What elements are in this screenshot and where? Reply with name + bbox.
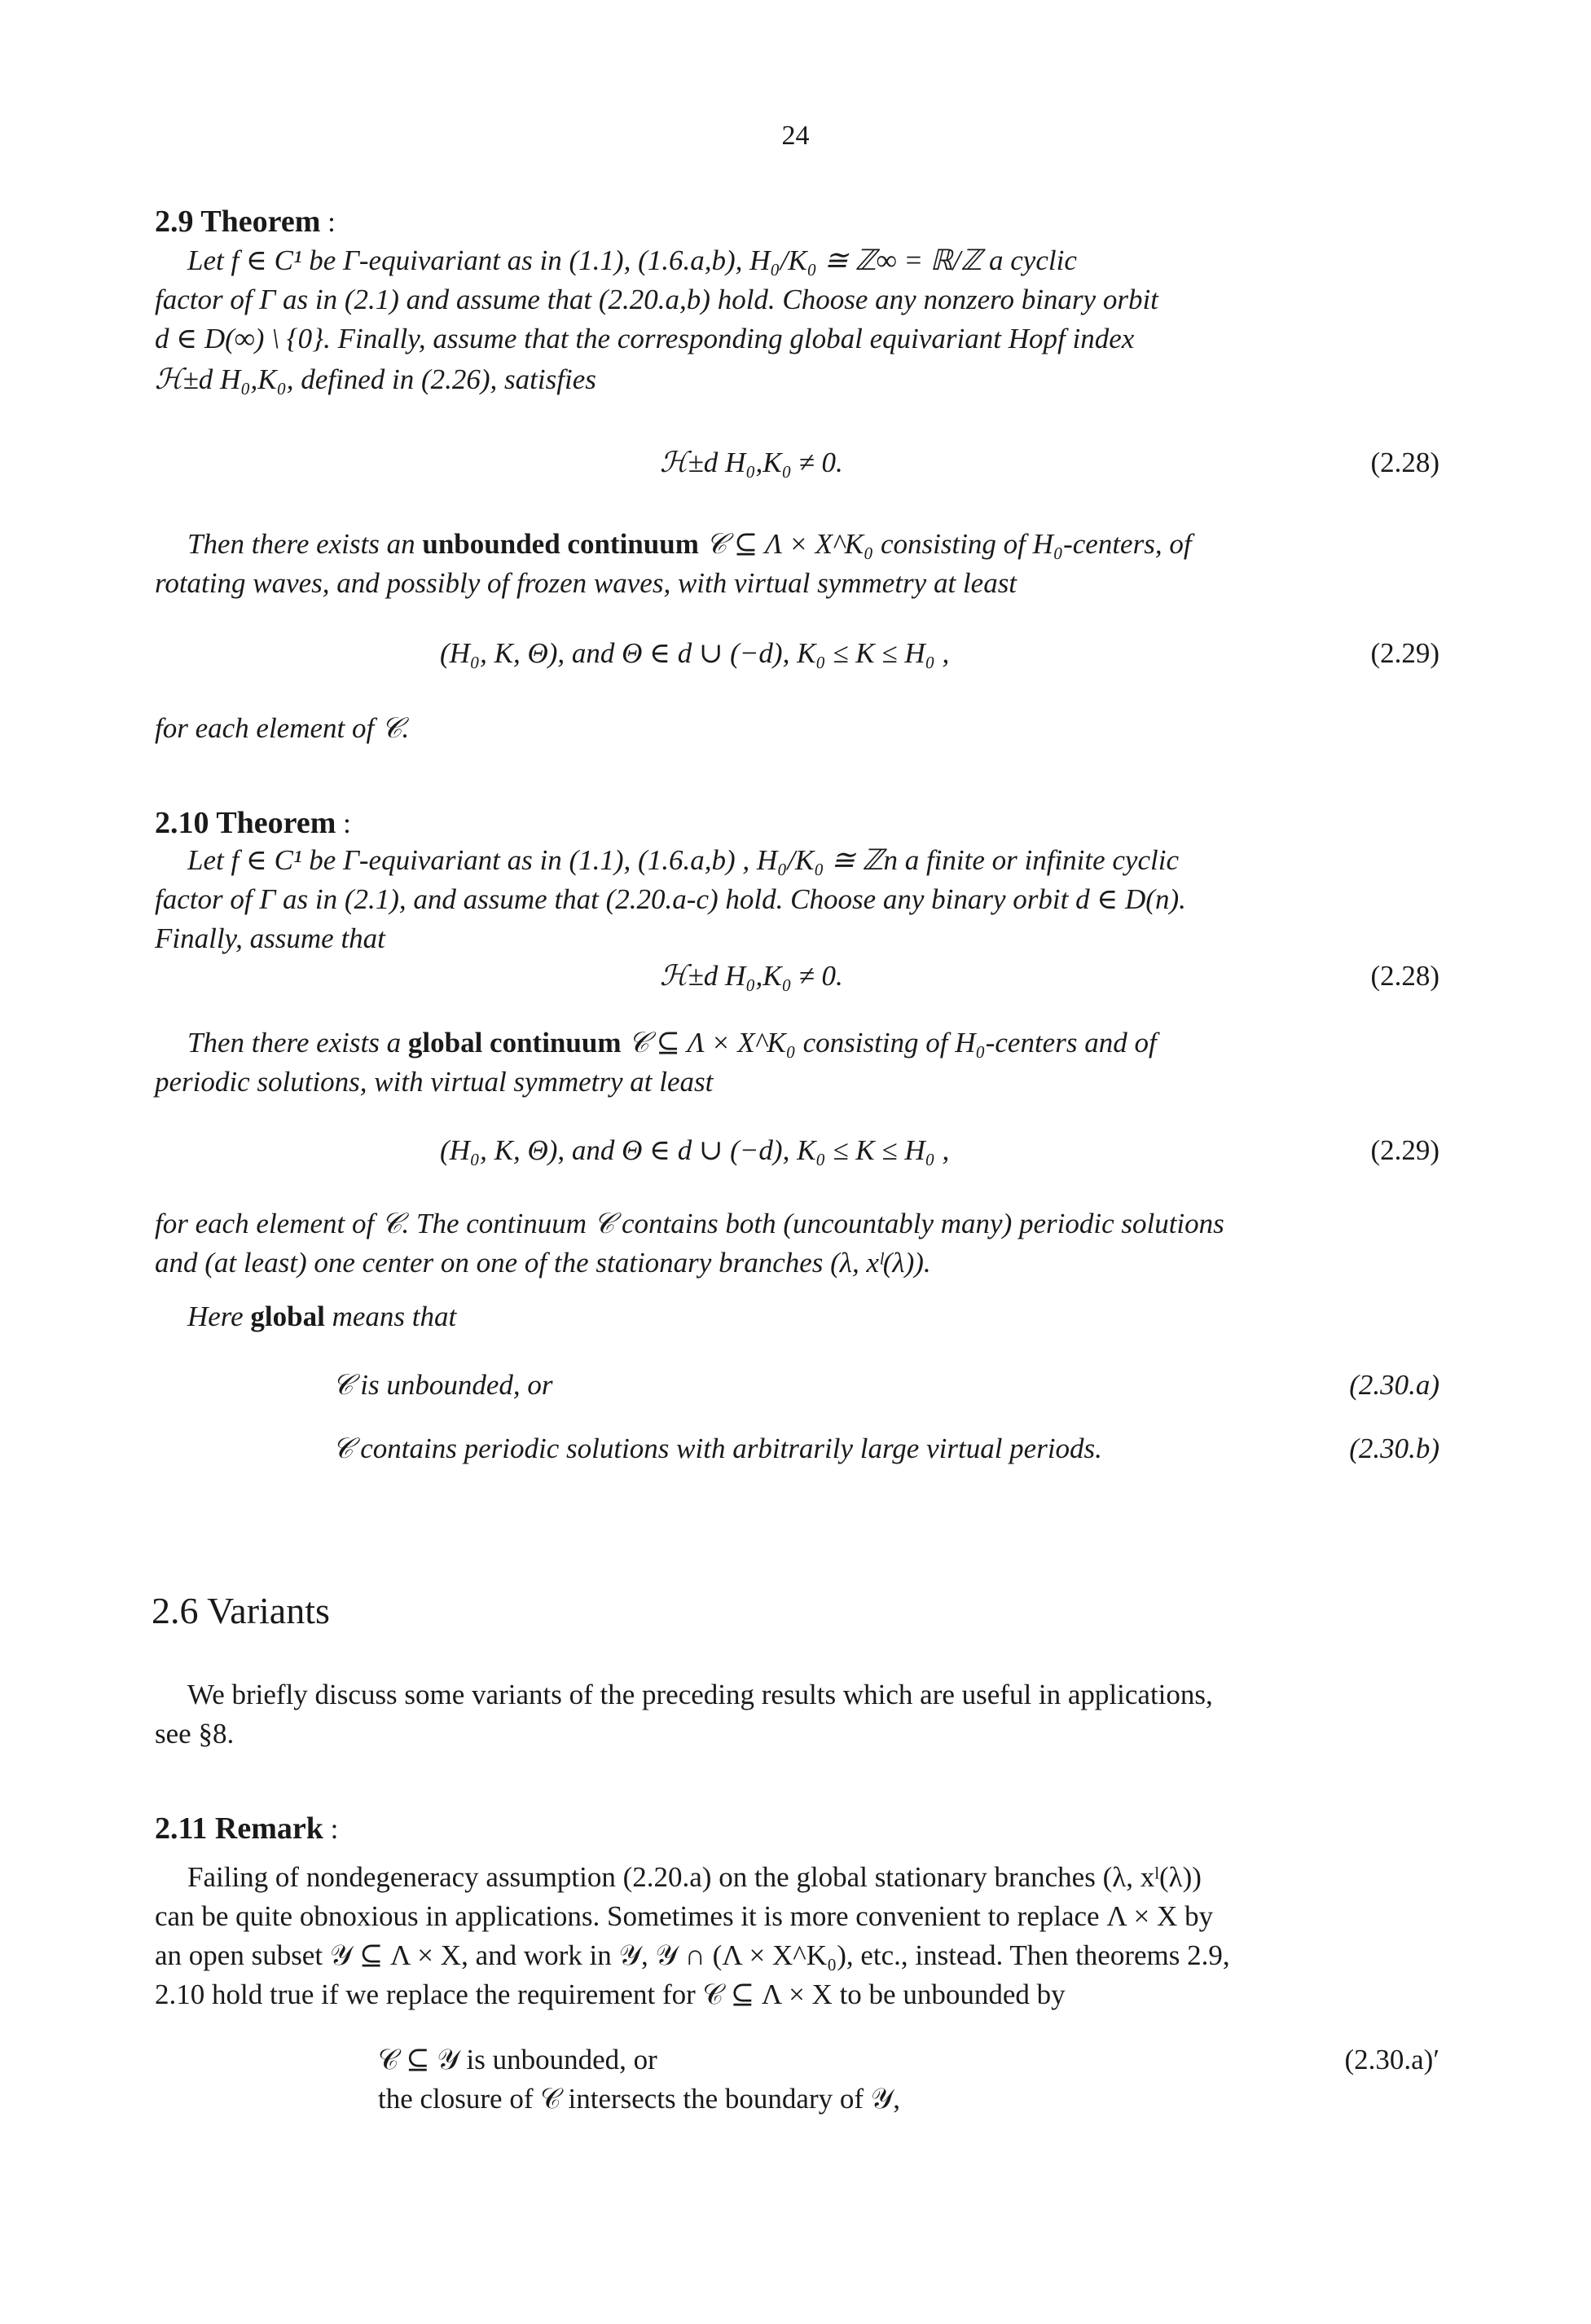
equation-number-2-29-b: (2.29): [1370, 1134, 1439, 1166]
theorem-2-10-line-8a: Here: [187, 1301, 251, 1332]
theorem-2-10-heading: 2.10 Theorem: [155, 806, 336, 840]
condition-closure-boundary: the closure of 𝒞 intersects the boundary of 𝒴,: [378, 2083, 900, 2115]
section-2-6-line-2: see §8.: [155, 1718, 235, 1750]
equation-2-28-b: ℋ±d H₀,K₀ ≠ 0.: [660, 960, 843, 992]
theorem-2-9-line-1: [187, 241, 1483, 280]
theorem-2-10-line-4a: Then there exists a: [187, 1027, 408, 1059]
theorem-2-10-colon: :: [336, 808, 351, 839]
remark-2-11-heading: 2.11 Remark: [155, 1811, 323, 1846]
condition-number-2-30-a-prime: (2.30.a)′: [1344, 2044, 1439, 2075]
theorem-2-10-line-8c: means that: [324, 1301, 457, 1332]
theorem-2-10-heading-line: [155, 803, 1450, 843]
remark-2-11-colon: :: [323, 1813, 339, 1845]
equation-number-2-28-b: (2.28): [1370, 960, 1439, 992]
theorem-2-10-line-7: and (at least) one center on one of the stationary branches (λ, xˡ(λ)).: [155, 1247, 931, 1279]
remark-2-11-line-3: an open subset 𝒴 ⊆ Λ × X, and work in 𝒴, 𝒴 ∩ (Λ × X^K₀), etc., instead. Then theorems 2.9,: [155, 1939, 1230, 1971]
equation-number-2-28-a: (2.28): [1370, 447, 1439, 478]
theorem-2-9-line-1b: f ∈ C¹ be Γ-equivariant as in (1.1), (1.6.a,b), H₀/K₀ ≅ ℤ∞ = ℝ/ℤ a cyclic: [231, 244, 1077, 276]
theorem-2-10-line-4c: 𝒞 ⊆ Λ × X^K₀ consisting of H₀-centers and of: [621, 1027, 1157, 1059]
theorem-2-10-line-2: factor of Γ as in (2.1), and assume that (2.20.a-c) hold. Choose any binary orbit d ∈ D(n).: [155, 883, 1186, 915]
remark-2-11-line-2: can be quite obnoxious in applications. Sometimes it is more convenient to replace Λ × X by: [155, 1900, 1214, 1932]
theorem-2-9-heading-line: [155, 202, 1450, 242]
theorem-2-10-line-8: [187, 1297, 1483, 1336]
theorem-2-10-line-4: [187, 1023, 1483, 1063]
theorem-2-9-line-5c: 𝒞 ⊆ Λ × X^K₀ consisting of H₀-centers, of: [698, 528, 1192, 560]
theorem-2-10-line-3: Finally, assume that: [155, 922, 385, 954]
condition-2-30-b: 𝒞 contains periodic solutions with arbitrarily large virtual periods.: [332, 1433, 1102, 1464]
condition-number-2-30-b: (2.30.b): [1349, 1433, 1439, 1464]
equation-number-2-29-a: (2.29): [1370, 637, 1439, 669]
global-term: global: [250, 1301, 325, 1332]
page-number: 24: [781, 121, 810, 151]
section-2-6-line-1: We briefly discuss some variants of the preceding results which are useful in applications,: [187, 1679, 1213, 1710]
theorem-2-9-line-5a: Then there exists an: [187, 528, 423, 560]
condition-2-30-a: 𝒞 is unbounded, or: [332, 1369, 553, 1401]
condition-number-2-30-a: (2.30.a): [1349, 1369, 1439, 1401]
equation-2-29-b: (H₀, K, Θ), and Θ ∈ d ∪ (−d), K₀ ≤ K ≤ H₀ ,: [440, 1134, 950, 1166]
equation-2-28-a: ℋ±d H₀,K₀ ≠ 0.: [660, 447, 843, 478]
theorem-2-10-line-6: for each element of 𝒞. The continuum 𝒞 contains both (uncountably many) periodic solutions: [155, 1208, 1224, 1239]
theorem-2-10-line-1: Let f ∈ C¹ be Γ-equivariant as in (1.1), (1.6.a,b) , H₀/K₀ ≅ ℤn a finite or infinite cyclic: [187, 844, 1179, 876]
theorem-2-9-heading: 2.9 Theorem: [155, 205, 321, 239]
remark-2-11-heading-line: [155, 1809, 1450, 1849]
theorem-2-9-line-6: rotating waves, and possibly of frozen waves, with virtual symmetry at least: [155, 567, 1017, 599]
theorem-2-10-line-5: periodic solutions, with virtual symmetry at least: [155, 1066, 714, 1098]
theorem-2-9-colon: :: [320, 206, 336, 238]
theorem-2-9-line-5: [187, 525, 1483, 564]
condition-2-30-a-prime: 𝒞 ⊆ 𝒴 is unbounded, or: [378, 2044, 657, 2075]
global-continuum-term: global continuum: [407, 1027, 622, 1059]
equation-2-29-a: (H₀, K, Θ), and Θ ∈ d ∪ (−d), K₀ ≤ K ≤ H₀ ,: [440, 637, 950, 669]
theorem-2-9-line-4: ℋ±d H₀,K₀, defined in (2.26), satisfies: [155, 363, 596, 395]
theorem-2-9-line-2: factor of Γ as in (2.1) and assume that (2.20.a,b) hold. Choose any nonzero binary orbit: [155, 284, 1158, 315]
section-2-6-title: 2.6 Variants: [152, 1590, 330, 1631]
theorem-2-9-line-3: d ∈ D(∞) \ {0}. Finally, assume that the corresponding global equivariant Hopf index: [155, 323, 1135, 354]
theorem-2-9-line-7: for each element of 𝒞.: [155, 712, 410, 744]
remark-2-11-line-1: Failing of nondegeneracy assumption (2.20.a) on the global stationary branches (λ, xˡ(λ)): [187, 1861, 1202, 1893]
unbounded-continuum-term: unbounded continuum: [422, 528, 699, 560]
remark-2-11-line-4: 2.10 hold true if we replace the requirement for 𝒞 ⊆ Λ × X to be unbounded by: [155, 1978, 1066, 2010]
theorem-2-9-line-1a: Let: [187, 244, 231, 276]
